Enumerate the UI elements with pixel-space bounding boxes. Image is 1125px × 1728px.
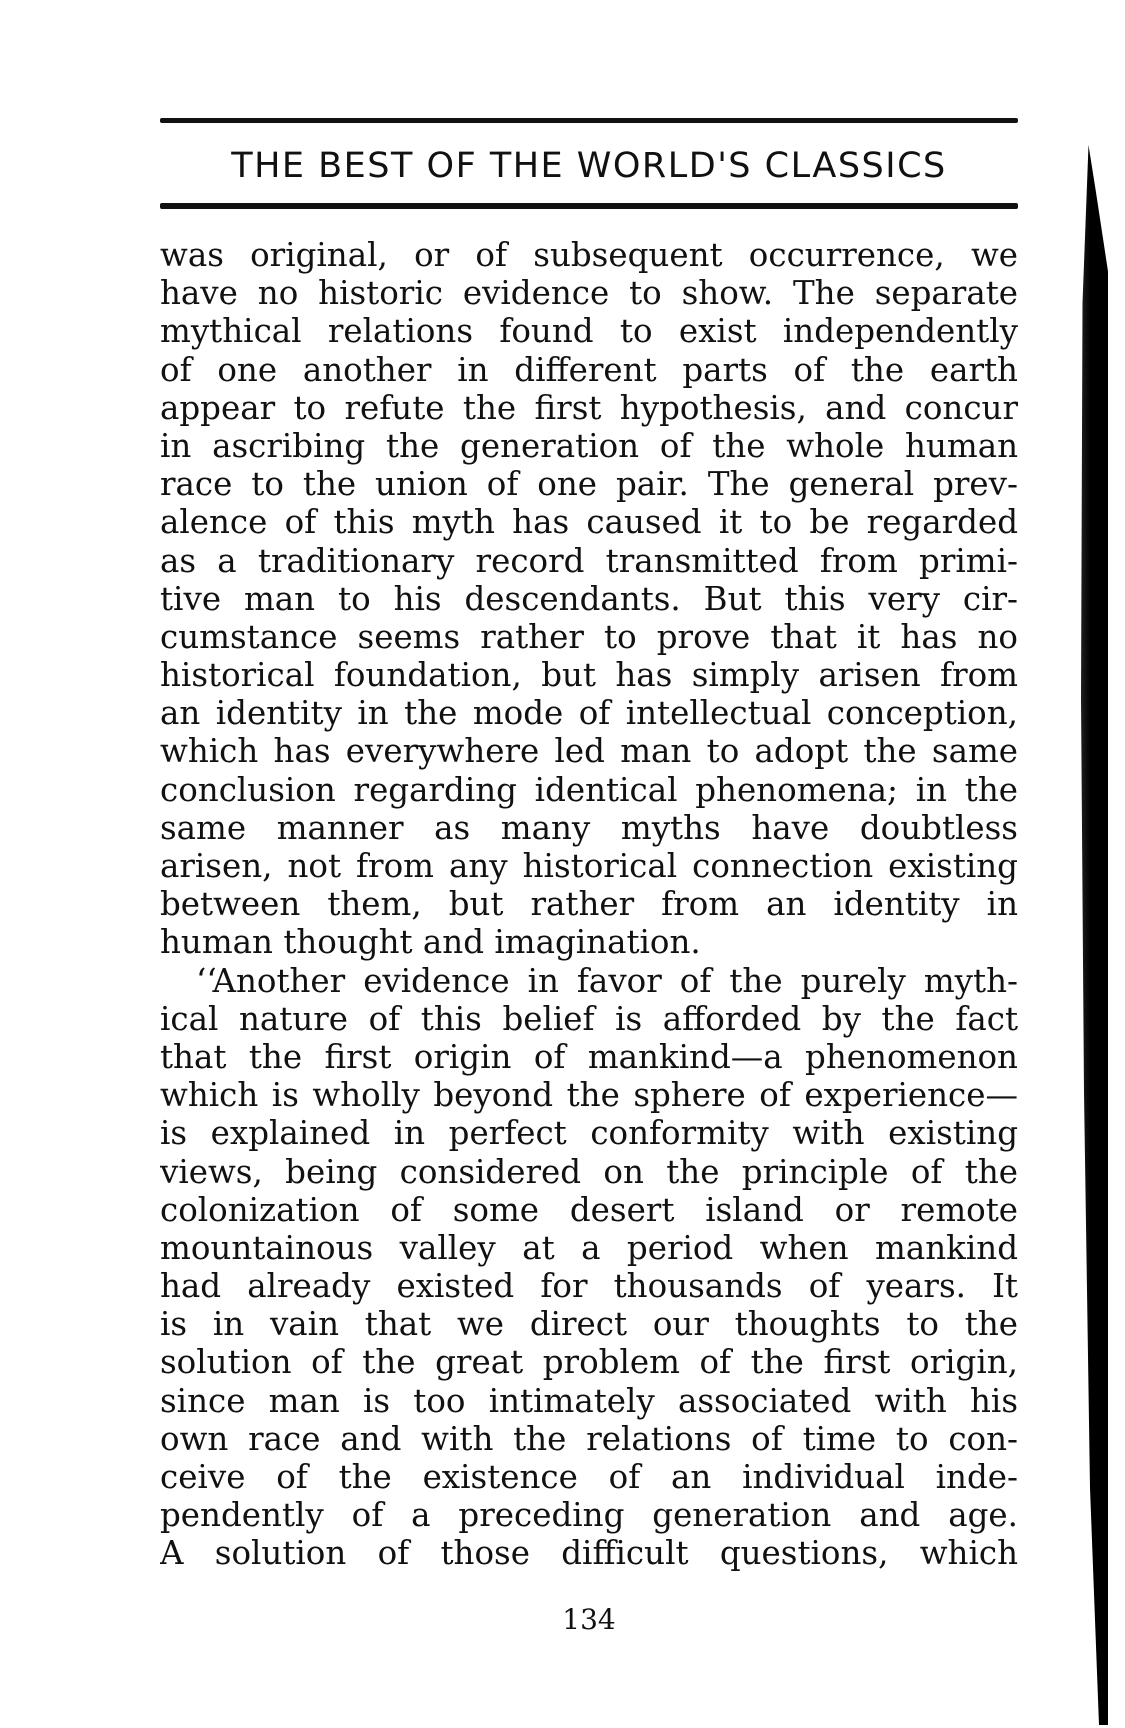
text-line: conclusion regarding identical phenomena; in the [160,770,1018,809]
text-line: views, being considered on the principle of the [160,1152,1018,1191]
text-line: in ascribing the generation of the whole human [160,426,1018,465]
text-line: is in vain that we direct our thoughts to the [160,1305,1018,1344]
text-line: had already existed for thousands of years. It [160,1267,1018,1306]
text-line: that the first origin of mankind—a phenomenon [160,1037,1018,1076]
text-line: between them, but rather from an identity in [160,885,1018,924]
text-line: have no historic evidence to show. The separate [160,274,1018,313]
text-line: which is wholly beyond the sphere of experience— [160,1076,1018,1115]
text-line: as a traditionary record transmitted from primi- [160,541,1018,580]
header-rule-top [160,118,1018,123]
text-line: historical foundation, but has simply arisen from [160,656,1018,695]
header-rule-bottom [160,203,1018,209]
text-line: is explained in perfect conformity with existing [160,1114,1018,1153]
binding-shadow [1078,145,1108,1725]
text-line: ical nature of this belief is afforded by the fact [160,999,1018,1038]
text-line: was original, or of subsequent occurrence, we [160,236,1018,274]
text-line: ‘‘Another evidence in favor of the purely myth- [196,961,1018,1000]
text-line: A solution of those difficult questions, which [160,1534,1018,1573]
text-line: own race and with the relations of time to con- [160,1419,1018,1458]
text-line: an identity in the mode of intellectual conception, [160,694,1018,733]
text-line: alence of this myth has caused it to be regarded [160,503,1018,542]
text-line: human thought and imagination. [160,923,701,962]
text-line: of one another in different parts of the earth [160,350,1018,389]
text-line: which has everywhere led man to adopt the same [160,732,1018,771]
text-line: since man is too intimately associated with his [160,1381,1018,1420]
text-line: mountainous valley at a period when mankind [160,1228,1018,1267]
text-line: arisen, not from any historical connection existing [160,847,1018,885]
text-line: solution of the great problem of the first origin, [160,1343,1018,1382]
text-line: cumstance seems rather to prove that it has no [160,617,1018,656]
text-line: same manner as many myths have doubtless [160,808,1018,847]
text-line: colonization of some desert island or remote [160,1190,1018,1229]
page-number: 134 [562,1603,616,1636]
body-text [160,236,1018,1573]
text-line: appear to refute the first hypothesis, and concur [160,388,1018,427]
text-line: tive man to his descendants. But this very cir- [160,579,1018,618]
text-line: mythical relations found to exist independently [160,312,1018,351]
text-line: race to the union of one pair. The general prev- [160,465,1018,504]
running-head: THE BEST OF THE WORLD'S CLASSICS [231,146,947,186]
text-line: pendently of a preceding generation and age. [160,1496,1018,1535]
text-line: ceive of the existence of an individual inde- [160,1458,1018,1496]
